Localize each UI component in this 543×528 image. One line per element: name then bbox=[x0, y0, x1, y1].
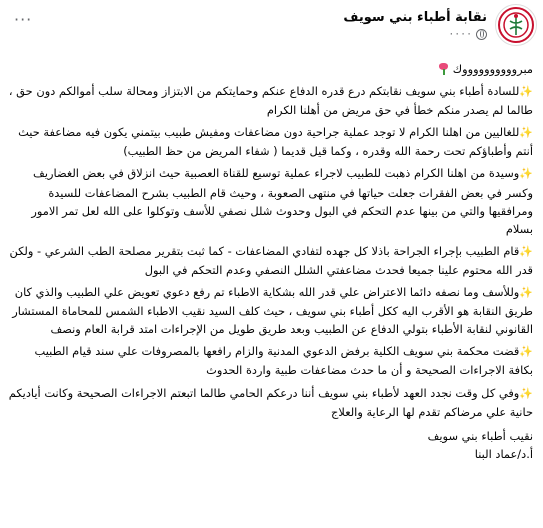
post-paragraph bbox=[8, 164, 533, 237]
page-avatar[interactable] bbox=[495, 4, 537, 46]
sparkles-icon: ✨ bbox=[519, 167, 533, 181]
paragraph-text: وللأسف وما نصفه دائما الاعتراض علي قدر الله بشكاية الاطباء تم رفع دعوي تعويض علي الطبيب والذي كان طريق النقابة هو الأقرب اليه ككل أطباء بني سويف ، حيث كلف السيد نقيب الاطباء الشمس للمحاماة المستشار القانوني لنقابة الأطباء بتولي الدفاع عن الطبيب وبعد طريق طويل من الإجراءات امتد قرابة العام ونصف bbox=[12, 285, 533, 337]
sparkles-icon: ✨ bbox=[519, 386, 533, 400]
page-name[interactable]: نقابة أطباء بني سويف bbox=[343, 10, 487, 25]
paragraph-text: وفي كل وقت نجدد العهد لأطباء بني سويف أننا درعكم الحامي طالما اتبعتم الاجراءات الصحيحة وكانت أياديكم حانية علي مرضاكم تقدم لها الرعاية والعلاج bbox=[8, 385, 533, 419]
sparkles-icon: ✨ bbox=[519, 244, 533, 258]
signature-name: أ.د/عماد البنا bbox=[474, 446, 533, 461]
paragraph-text: قضت محكمة بني سويف الكلية برفض الدعوي المدنية والزام رافعها بالمصروفات علي سند قيام الطبيب بكافة الاجراءات الصحيحة و أن ما حدث مضاعفات طبية واردة الحدوث bbox=[34, 344, 533, 378]
post-subline bbox=[343, 27, 487, 41]
paragraph-text: للسادة أطباء بني سويف نقابتكم درع قدره الدفاع عنكم وحمايتكم من الابتزاز ومحالة سلب أموالكم دون حق ، طالما لم يصدر منكم خطأ في حق مريض من أهلنا الكرام bbox=[8, 84, 533, 118]
sparkles-icon: ✨ bbox=[519, 85, 533, 99]
paragraph-text: قام الطبيب بإجراء الجراحة باذلا كل جهده لتفادي المضاعفات - كما ثبت بتقرير مصلحة الطب الشرعي - ولكن قدر الله محتوم علينا جميعا فحدث مضاعفتي الشلل النصفي وعدم التحكم في البول bbox=[9, 243, 533, 277]
signature-title: نقيب أطباء بني سويف bbox=[427, 428, 533, 443]
post-paragraph bbox=[8, 242, 533, 279]
post-body bbox=[8, 60, 533, 463]
paragraph-text: وسيدة من اهلنا الكرام ذهبت للطبيب لاجراء عملية توسيع للقناة العصبية حيث انزلاق في بعض الغضاريف وكسر في بعض الفقرات جعلت حياتها في منتهى الصعوبة ، وحيث قام الطبيب بشرح المضاعفات للسيدة ومرافقيها والتي من بينها عدم التحكم في البول وحدوث شلل نصفي للأسف وتوكلوا على الله لعل تمر الامور بسلام bbox=[31, 166, 533, 236]
syndicate-logo-icon bbox=[498, 7, 534, 43]
tulip-icon bbox=[438, 63, 449, 75]
sparkles-icon: ✨ bbox=[519, 286, 533, 300]
post-paragraph bbox=[8, 283, 533, 338]
sparkles-icon: ✨ bbox=[519, 345, 533, 359]
post-signature bbox=[8, 427, 533, 463]
post-title-line bbox=[8, 60, 533, 78]
post-meta bbox=[343, 9, 487, 41]
sparkles-icon: ✨ bbox=[519, 126, 533, 140]
post-paragraph bbox=[8, 384, 533, 421]
more-options-icon[interactable]: ··· bbox=[14, 10, 33, 29]
post-time[interactable]: ٠٠٠٠ bbox=[448, 27, 472, 40]
paragraph-text: للغاليين من اهلنا الكرام لا توجد عملية جراحية دون مضاعفات ومفيش طبيب بيتمني يكون فيه مضاعفة حيث أنتم وأطباؤكم تحت رحمة الله وقدره ، وكما قيل قديما ( شفاء المريض من حظ الطبيب) bbox=[18, 125, 533, 159]
post-paragraph bbox=[8, 123, 533, 160]
post-header bbox=[343, 4, 537, 46]
globe-icon bbox=[476, 29, 487, 40]
post-paragraph bbox=[8, 82, 533, 119]
post-paragraph bbox=[8, 342, 533, 379]
post-title: مبرووووووووووك bbox=[452, 62, 533, 76]
